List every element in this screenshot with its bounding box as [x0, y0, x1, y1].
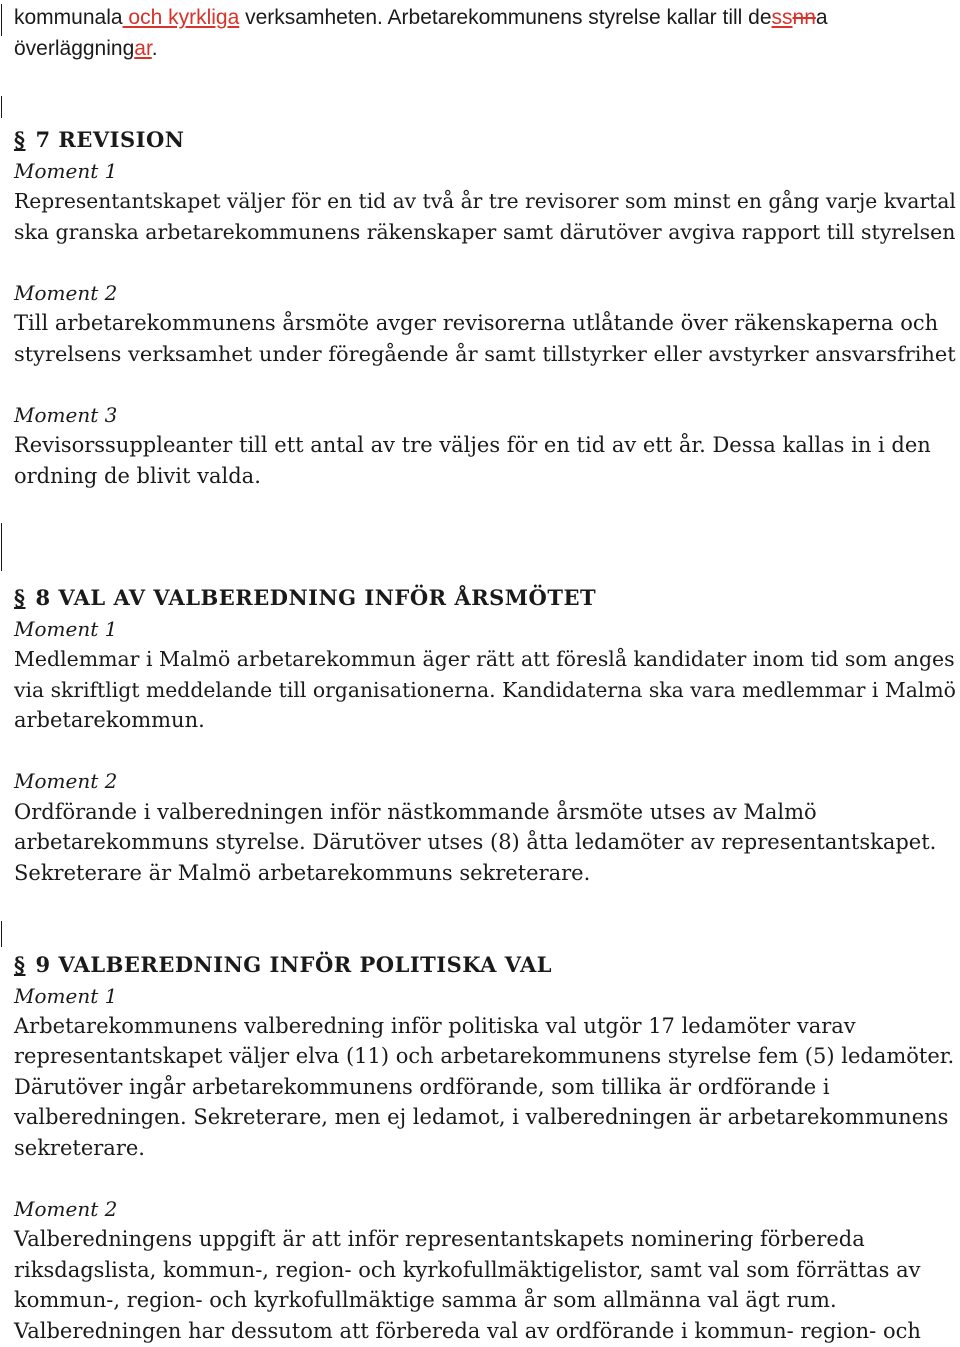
intro-line-2: överläggningar. [14, 37, 158, 60]
body-line: Ordförande i valberedningen inför nästkommande årsmöte utses av Malmö [14, 800, 817, 824]
moment-label: Moment 3 [14, 403, 118, 427]
moment-label: Moment 2 [14, 281, 118, 305]
body-line: valberedningen. Sekreterare, men ej ledamot, i valberedningen är arbetarekommunens [14, 1105, 949, 1129]
inserted-text: ss [771, 6, 793, 29]
section-heading-8: § 8 VAL AV VALBEREDNING INFÖR ÅRSMÖTET [14, 585, 597, 610]
body-line: Till arbetarekommunens årsmöte avger revisorerna utlåtande över räkenskaperna och [14, 311, 939, 335]
inserted-text: ar [134, 37, 152, 60]
body-line: Arbetarekommunens valberedning inför politiska val utgör 17 ledamöter varav [14, 1014, 856, 1038]
body-line: arbetarekommuns styrelse. Därutöver utses (8) åtta ledamöter av representantskapet. [14, 830, 937, 854]
body-line: Medlemmar i Malmö arbetarekommun äger rätt att föreslå kandidater inom tid som anges [14, 647, 955, 671]
body-line: Sekreterare är Malmö arbetarekommuns sekreterare. [14, 861, 591, 885]
body-line: Revisorssuppleanter till ett antal av tre väljes för en tid av ett år. Dessa kallas in i den [14, 433, 931, 457]
inserted-text: och kyrkliga [122, 6, 240, 29]
change-bar [1, 921, 2, 947]
body-line: via skriftligt meddelande till organisationerna. Kandidaterna ska vara medlemmar i Malmö [14, 678, 956, 702]
intro-line-1: kommunala och kyrkliga verksamheten. Arbetarekommunens styrelse kallar till dessnna [14, 6, 828, 29]
body-line: Valberedningens uppgift är att inför representantskapets nominering förbereda [14, 1227, 865, 1251]
change-bar [1, 523, 2, 571]
moment-label: Moment 1 [14, 159, 118, 183]
moment-label: Moment 2 [14, 769, 118, 793]
paragraph-sign: § [14, 127, 26, 152]
change-bar [1, 4, 2, 36]
deleted-text: nn [792, 6, 816, 29]
body-line: kommun-, region- och kyrkofullmäktige samma år som allmänna val ägt rum. [14, 1288, 837, 1312]
moment-label: Moment 1 [14, 984, 118, 1008]
body-line: Därutöver ingår arbetarekommunens ordförande, som tillika är ordförande i [14, 1075, 830, 1099]
body-line: styrelsens verksamhet under föregående år samt tillstyrker eller avstyrker ansvarsfrihet [14, 342, 956, 366]
body-line: riksdagslista, kommun-, region- och kyrkofullmäktigelistor, samt val som förrättas av [14, 1258, 921, 1282]
section-heading-9: § 9 VALBEREDNING INFÖR POLITISKA VAL [14, 952, 553, 977]
body-line: Valberedningen har dessutom att förbereda val av ordförande i kommun- region- och [14, 1319, 921, 1343]
moment-label: Moment 1 [14, 617, 118, 641]
body-line: ska granska arbetarekommunens räkenskaper samt därutöver avgiva rapport till styrelsen [14, 220, 956, 244]
change-bar [1, 96, 2, 118]
body-line: representantskapet väljer elva (11) och arbetarekommunens styrelse fem (5) ledamöter. [14, 1044, 955, 1068]
moment-label: Moment 2 [14, 1197, 118, 1221]
body-line: sekreterare. [14, 1136, 145, 1160]
paragraph-sign: § [14, 585, 26, 610]
section-heading-7: § 7 REVISION [14, 127, 185, 152]
body-line: arbetarekommun. [14, 708, 205, 732]
body-line: ordning de blivit valda. [14, 464, 261, 488]
paragraph-sign: § [14, 952, 26, 977]
body-line: Representantskapet väljer för en tid av två år tre revisorer som minst en gång varje kvartal [14, 189, 956, 213]
